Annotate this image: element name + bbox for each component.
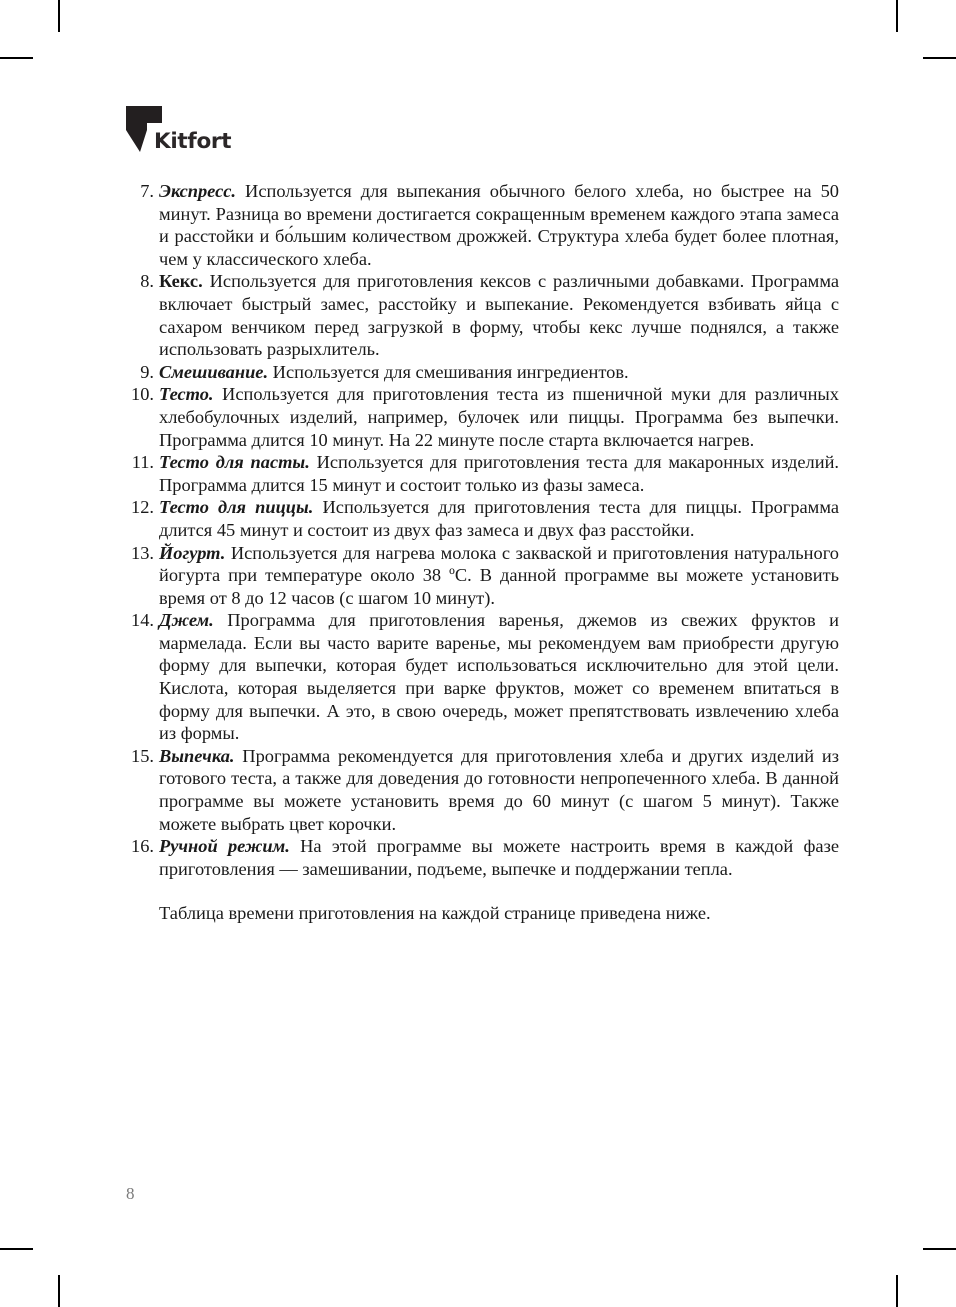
list-item-number: 11. [131, 452, 154, 473]
list-item-number: 13. [131, 542, 154, 563]
list-item [126, 745, 839, 835]
list-item-text: На этой программе вы можете настроить время в каждой фазе приготовления — замешивании, подъеме, выпечке и поддержании тепла. [159, 836, 839, 879]
list-item-number: 10. [131, 384, 154, 405]
list-item-text: Используется для приготовления теста для макаронных изделий. Программа длится 15 минут и состоит только из фазы замеса. [159, 452, 840, 495]
page-number: 8 [126, 1184, 135, 1203]
list-item-lead: Ручной режим. [159, 836, 290, 857]
list-item-lead: Тесто для пасты. [159, 452, 310, 473]
brand-wordmark: Kitfort [154, 129, 232, 154]
closing-note: Таблица времени приготовления на каждой странице приведена ниже. [159, 903, 711, 924]
list-item-text: Программа для приготовления варенья, джемов из свежих фруктов и мармелада. Если вы часто варите варенье, мы рекомендуем вам приобрести другую форму для выпечки, которая будет использоваться исключительно для этой цели. Кислота, которая выделяется при варке фруктов, может со временем впитаться в форму для выпечки. А это, в свою очередь, может препятствовать извлечению хлеба из формы. [159, 610, 839, 744]
crop-mark-bottom-right-vertical [896, 1275, 898, 1307]
brand-logo [126, 106, 346, 164]
list-item-number: 16. [131, 836, 154, 857]
list-item-text: Используется для приготовления теста для пиццы. Программа длится 45 минут и состоит из двух фаз замеса и двух фаз расстойки. [159, 497, 839, 540]
page-content [126, 180, 839, 943]
crop-mark-bottom-left-horizontal [0, 1248, 33, 1250]
list-item [126, 361, 839, 384]
list-item-number: 14. [131, 610, 154, 631]
list-item-text: Используется для приготовления кексов с различными добавками. Программа включает быстрый замес, расстойку и выпекание. Рекомендуется взбивать яйца с сахаром венчиком перед загрузкой в форму, чтобы кекс лучше поднялся, а также использовать разрыхлитель. [159, 271, 839, 360]
list-item-text: Используется для выпекания обычного белого хлеба, но быстрее на 50 минут. Разница во времени достигается сокращенным временем каждого этапа замеса и расстойки и бо́льшим количеством дрожжей. Структура хлеба будет более плотная, чем у классического хлеба. [159, 181, 839, 269]
crop-mark-top-right-horizontal [923, 57, 956, 59]
list-item [126, 180, 839, 270]
list-item-number: 9. [140, 361, 154, 382]
program-list [126, 180, 839, 880]
list-item [126, 496, 839, 541]
list-item [126, 542, 839, 610]
list-item-lead: Джем. [159, 610, 214, 631]
list-item-text: Используется для приготовления теста из пшеничной муки для различных хлебобулочных изделий, например, булочек или пиццы. Программа без выпечки. Программа длится 10 минут. На 22 минуте после старта включается нагрев. [159, 384, 839, 450]
list-item-text: Программа рекомендуется для приготовления хлеба и других изделий из готового теста, а также для доведения до готовности непропеченного хлеба. В данной программе вы можете установить время до 60 минут (с шагом 5 минут). Также можете выбрать цвет корочки. [159, 745, 839, 834]
list-item [126, 835, 839, 880]
list-item-number: 7. [140, 181, 154, 201]
crop-mark-top-left-vertical [58, 0, 60, 32]
list-item-lead: Смешивание. [159, 361, 269, 382]
list-item-number: 15. [131, 745, 154, 766]
list-item [126, 383, 839, 451]
crop-mark-top-right-vertical [896, 0, 898, 32]
crop-mark-bottom-right-horizontal [923, 1248, 956, 1250]
list-item-lead: Йогурт. [159, 542, 226, 563]
list-item-number: 8. [140, 271, 154, 292]
list-item-number: 12. [131, 497, 154, 518]
list-item [126, 451, 839, 496]
crop-mark-top-left-horizontal [0, 57, 33, 59]
list-item-lead: Тесто. [159, 384, 214, 405]
list-item-lead: Тесто для пиццы. [159, 497, 314, 518]
list-item-lead: Выпечка. [159, 745, 235, 766]
list-item-lead: Экспресс. [159, 181, 237, 201]
list-item [126, 609, 839, 745]
list-item [126, 270, 839, 360]
list-item-text: Используется для смешивания ингредиентов. [268, 361, 629, 382]
list-item-lead: Кекс. [159, 271, 203, 292]
crop-mark-bottom-left-vertical [58, 1275, 60, 1307]
list-item-text: Используется для нагрева молока с закваской и приготовления натурального йогурта при температуре около 38 ºC. В данной программе вы можете установить время от 8 до 12 часов (с шагом 10 минут). [159, 542, 839, 608]
